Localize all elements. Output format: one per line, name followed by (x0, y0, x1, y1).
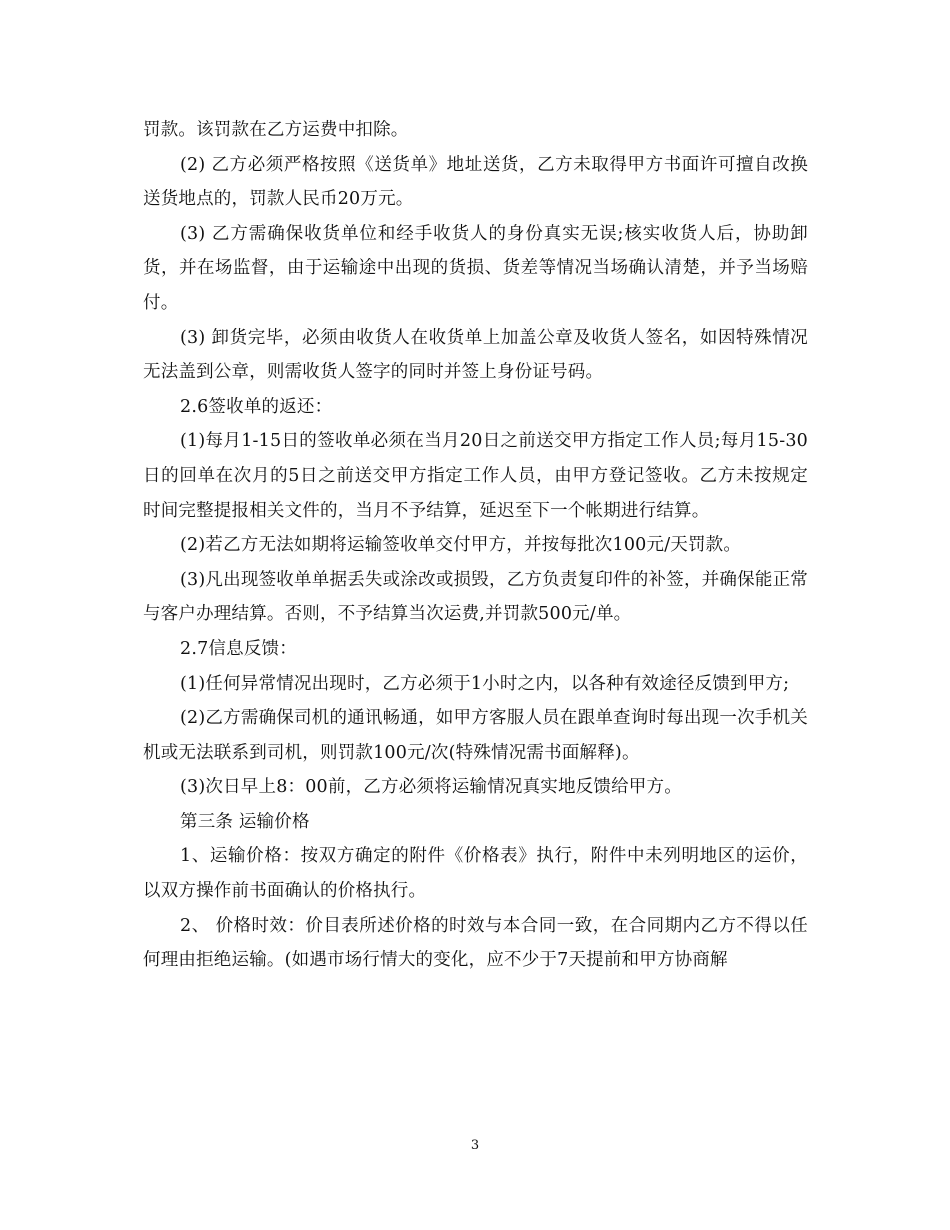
paragraph: 罚款。该罚款在乙方运费中扣除。 (143, 120, 409, 140)
paragraph: (2) 乙方必须严格按照《送货单》地址送货，乙方未取得甲方书面许可擅自改换送货地点的，罚款人民币20万元。 (143, 154, 808, 210)
paragraph: (3)凡出现签收单单据丢失或涂改或损毁，乙方负责复印件的补签，并确保能正常与客户办理结算。否则，不予结算当次运费,并罚款500元/单。 (143, 569, 808, 625)
paragraph: 1、运输价格：按双方确定的附件《价格表》执行，附件中未列明地区的运价，以双方操作前书面确认的价格执行。 (143, 846, 808, 902)
paragraph: (3) 乙方需确保收货单位和经手收货人的身份真实无误;核实收货人后，协助卸货，并在场监督，由于运输途中出现的货损、货差等情况当场确认清楚，并予当场赔付。 (143, 223, 808, 313)
paragraph: 2、 价格时效：价目表所述价格的时效与本合同一致，在合同期内乙方不得以任何理由拒绝运输。(如遇市场行情大的变化，应不少于7天提前和甲方协商解 (143, 915, 808, 971)
paragraph: (3)次日早上8：00前，乙方必须将运输情况真实地反馈给甲方。 (180, 777, 682, 798)
section-heading: 2.7信息反馈： (180, 638, 297, 659)
article-heading: 第三条 运输价格 (180, 811, 310, 832)
page-number: 3 (470, 1138, 480, 1153)
paragraph: (2)若乙方无法如期将运输签收单交付甲方，并按每批次100元/天罚款。 (180, 535, 742, 556)
paragraph: (3) 卸货完毕，必须由收货人在收货单上加盖公章及收货人签名，如因特殊情况无法盖到公章，则需收货人签字的同时并签上身份证号码。 (143, 327, 808, 383)
document-body (143, 113, 808, 978)
paragraph: (1)每月1-15日的签收单必须在当月20日之前送交甲方指定工作人员;每月15-30日的回单在次月的5日之前送交甲方指定工作人员，由甲方登记签收。乙方未按规定时间完整提报相关文件的，当月不予结算，延迟至下一个帐期进行结算。 (143, 431, 808, 521)
section-heading: 2.6签收单的返还： (180, 396, 333, 417)
paragraph: (1)任何异常情况出现时，乙方必须于1小时之内，以各种有效途径反馈到甲方; (180, 673, 790, 694)
paragraph: (2)乙方需确保司机的通讯畅通，如甲方客服人员在跟单查询时每出现一次手机关机或无法联系到司机，则罚款100元/次(特殊情况需书面解释)。 (143, 708, 808, 763)
